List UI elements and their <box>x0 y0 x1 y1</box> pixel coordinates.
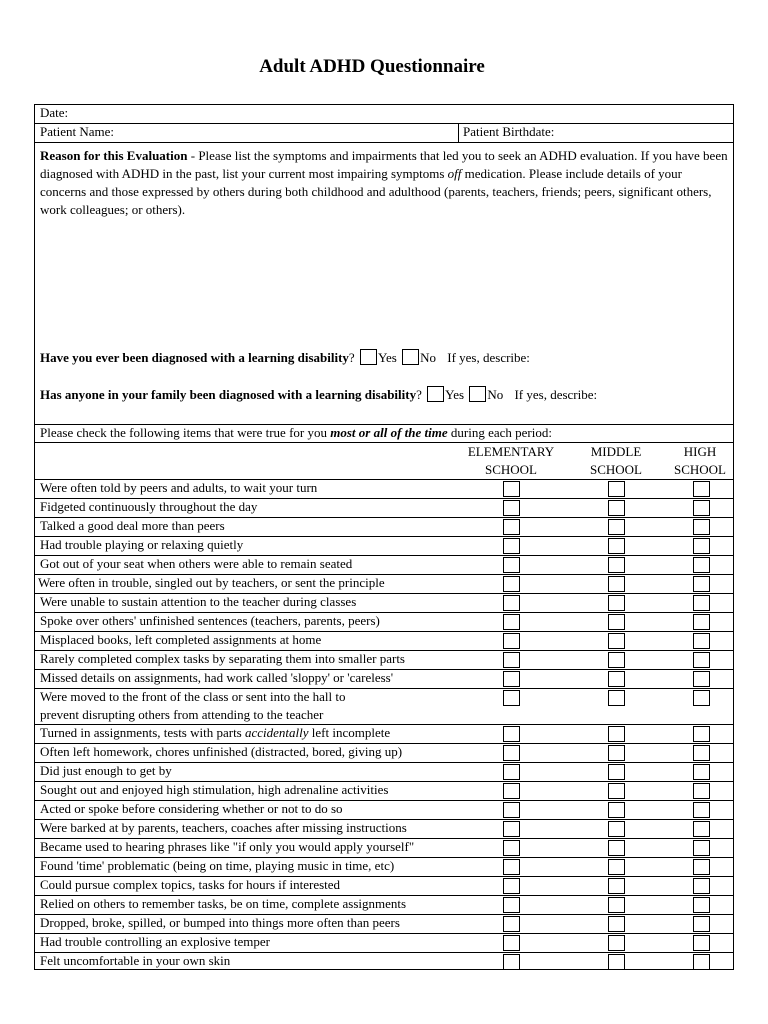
high-checkbox[interactable] <box>693 935 710 951</box>
question-2-text: Has anyone in your family been diagnosed with a learning disability <box>40 387 417 402</box>
checklist-row <box>35 688 733 724</box>
reason-text-part1: - Please list the symptoms and impairments that led you to seek an ADHD evaluation. If you have been diagnosed with ADHD in the past, list your current most impairing symptoms <box>40 148 728 181</box>
middle-checkbox[interactable] <box>608 671 625 687</box>
middle-checkbox[interactable] <box>608 935 625 951</box>
checklist-item-label: Fidgeted continuously throughout the day <box>40 499 258 514</box>
checklist-row <box>35 838 733 857</box>
high-checkbox[interactable] <box>693 954 710 970</box>
instruction-text <box>40 425 552 441</box>
item-text-emphasis: accidentally <box>245 725 309 740</box>
patient-row-divider <box>458 124 459 142</box>
q2-no-checkbox[interactable] <box>469 386 486 402</box>
question-1-mark: ? <box>348 350 355 365</box>
middle-checkbox[interactable] <box>608 481 625 497</box>
checklist-row <box>35 781 733 800</box>
checklist-row <box>35 669 733 688</box>
item-text-start: Turned in assignments, tests with parts <box>40 725 245 740</box>
elementary-checkbox[interactable] <box>503 690 520 706</box>
checklist-row <box>35 574 733 593</box>
elementary-checkbox[interactable] <box>503 745 520 761</box>
checklist-row <box>35 895 733 914</box>
checklist-item-label: Spoke over others' unfinished sentences (teachers, parents, peers) <box>40 613 380 628</box>
middle-checkbox[interactable] <box>608 652 625 668</box>
q1-describe-label: If yes, describe: <box>447 350 530 365</box>
elementary-checkbox[interactable] <box>503 859 520 875</box>
high-checkbox[interactable] <box>693 652 710 668</box>
reason-text <box>40 147 730 219</box>
elementary-checkbox[interactable] <box>503 935 520 951</box>
middle-checkbox[interactable] <box>608 633 625 649</box>
checklist-row <box>35 762 733 781</box>
elementary-checkbox[interactable] <box>503 557 520 573</box>
middle-checkbox[interactable] <box>608 764 625 780</box>
q1-yes-label: Yes <box>377 350 397 365</box>
elementary-checkbox[interactable] <box>503 481 520 497</box>
elementary-checkbox[interactable] <box>503 595 520 611</box>
checklist-item-label: Talked a good deal more than peers <box>40 518 225 533</box>
high-checkbox[interactable] <box>693 557 710 573</box>
middle-checkbox[interactable] <box>608 557 625 573</box>
high-checkbox[interactable] <box>693 500 710 516</box>
high-checkbox[interactable] <box>693 690 710 706</box>
elementary-checkbox[interactable] <box>503 802 520 818</box>
checklist-row <box>35 536 733 555</box>
col-elementary-line2: SCHOOL <box>484 462 537 477</box>
col-middle-line2: SCHOOL <box>589 462 642 477</box>
high-checkbox[interactable] <box>693 878 710 894</box>
checklist-item-label: Could pursue complex topics, tasks for hours if interested <box>40 877 341 892</box>
middle-checkbox[interactable] <box>608 745 625 761</box>
col-elementary-line1: ELEMENTARY <box>467 444 555 459</box>
q2-describe-label: If yes, describe: <box>514 387 598 402</box>
high-checkbox[interactable] <box>693 614 710 630</box>
reason-section[interactable] <box>35 142 733 424</box>
q1-no-checkbox[interactable] <box>402 349 419 365</box>
elementary-checkbox[interactable] <box>503 916 520 932</box>
high-checkbox[interactable] <box>693 633 710 649</box>
checklist-item-label: Were unable to sustain attention to the teacher during classes <box>40 594 357 609</box>
middle-checkbox[interactable] <box>608 878 625 894</box>
checklist-row <box>35 631 733 650</box>
col-high-line1: HIGH <box>683 444 717 459</box>
checklist-row <box>35 593 733 612</box>
high-checkbox[interactable] <box>693 821 710 837</box>
reason-off-emphasis: off <box>447 166 462 181</box>
checklist-item-label: Felt uncomfortable in your own skin <box>40 953 231 968</box>
checklist-item-label: Did just enough to get by <box>40 763 172 778</box>
elementary-checkbox[interactable] <box>503 538 520 554</box>
elementary-checkbox[interactable] <box>503 671 520 687</box>
high-checkbox[interactable] <box>693 726 710 742</box>
column-middle-school <box>575 443 657 479</box>
middle-checkbox[interactable] <box>608 859 625 875</box>
high-checkbox[interactable] <box>693 671 710 687</box>
high-checkbox[interactable] <box>693 481 710 497</box>
checklist-row <box>35 933 733 952</box>
high-checkbox[interactable] <box>693 764 710 780</box>
elementary-checkbox[interactable] <box>503 764 520 780</box>
checklist-row <box>35 819 733 838</box>
high-checkbox[interactable] <box>693 538 710 554</box>
elementary-checkbox[interactable] <box>503 821 520 837</box>
checklist-item-label: Were often in trouble, singled out by teachers, or sent the principle <box>38 575 385 590</box>
elementary-checkbox[interactable] <box>503 633 520 649</box>
date-row[interactable] <box>35 105 733 123</box>
q2-no-label: No <box>487 387 504 402</box>
middle-checkbox[interactable] <box>608 538 625 554</box>
patient-name-field[interactable]: Patient Name: <box>40 124 115 139</box>
elementary-checkbox[interactable] <box>503 897 520 913</box>
checklist-item-label: Often left homework, chores unfinished (distracted, bored, giving up) <box>40 744 403 759</box>
q2-yes-checkbox[interactable] <box>427 386 444 402</box>
patient-birthdate-field[interactable]: Patient Birthdate: <box>463 124 555 139</box>
high-checkbox[interactable] <box>693 576 710 592</box>
middle-checkbox[interactable] <box>608 614 625 630</box>
middle-checkbox[interactable] <box>608 897 625 913</box>
instruction-emphasis: most or all of the time <box>330 425 448 440</box>
instruction-part2: during each period: <box>447 425 552 440</box>
high-checkbox[interactable] <box>693 519 710 535</box>
middle-checkbox[interactable] <box>608 500 625 516</box>
column-elementary-school <box>451 443 571 479</box>
checklist-row <box>35 498 733 517</box>
elementary-checkbox[interactable] <box>503 726 520 742</box>
checklist-row <box>35 517 733 536</box>
middle-checkbox[interactable] <box>608 821 625 837</box>
middle-checkbox[interactable] <box>608 840 625 856</box>
checklist-item-label: Became used to hearing phrases like "if only you would apply yourself" <box>40 839 415 854</box>
checklist-item-label: Dropped, broke, spilled, or bumped into things more often than peers <box>40 915 400 930</box>
checklist-row <box>35 479 733 498</box>
column-headers <box>35 442 733 479</box>
middle-checkbox[interactable] <box>608 690 625 706</box>
elementary-checkbox[interactable] <box>503 652 520 668</box>
middle-checkbox[interactable] <box>608 916 625 932</box>
high-checkbox[interactable] <box>693 595 710 611</box>
checklist-item-label: Had trouble playing or relaxing quietly <box>40 537 244 552</box>
patient-row <box>35 123 733 142</box>
checklist-row <box>35 612 733 631</box>
high-checkbox[interactable] <box>693 745 710 761</box>
elementary-checkbox[interactable] <box>503 576 520 592</box>
checklist-item-label: Misplaced books, left completed assignments at home <box>40 632 322 647</box>
middle-checkbox[interactable] <box>608 802 625 818</box>
q1-no-label: No <box>420 350 436 365</box>
middle-checkbox[interactable] <box>608 576 625 592</box>
elementary-checkbox[interactable] <box>503 954 520 970</box>
checklist-item-label: Relied on others to remember tasks, be on time, complete assignments <box>40 896 407 911</box>
high-checkbox[interactable] <box>693 916 710 932</box>
col-middle-line1: MIDDLE <box>590 444 642 459</box>
middle-checkbox[interactable] <box>608 726 625 742</box>
elementary-checkbox[interactable] <box>503 783 520 799</box>
middle-checkbox[interactable] <box>608 783 625 799</box>
instruction-part1: Please check the following items that were true for you <box>40 425 331 440</box>
elementary-checkbox[interactable] <box>503 840 520 856</box>
q2-yes-label: Yes <box>445 387 465 402</box>
checklist-item-label: Sought out and enjoyed high stimulation, high adrenaline activities <box>40 782 389 797</box>
high-checkbox[interactable] <box>693 783 710 799</box>
question-2-mark: ? <box>416 387 422 402</box>
question-family-learning-disability <box>40 386 597 403</box>
checklist-item-label: Rarely completed complex tasks by separating them into smaller parts <box>40 651 405 666</box>
checklist-item-label: Were often told by peers and adults, to wait your turn <box>40 480 318 495</box>
question-1-text: Have you ever been diagnosed with a learning disability <box>40 350 349 365</box>
checklist-row <box>35 857 733 876</box>
checklist-row <box>35 555 733 574</box>
date-label: Date: <box>40 105 69 120</box>
checklist-item-label-line2: prevent disrupting others from attending to the teacher <box>40 707 324 722</box>
middle-checkbox[interactable] <box>608 519 625 535</box>
elementary-checkbox[interactable] <box>503 878 520 894</box>
checklist-item-label: Were barked at by parents, teachers, coaches after missing instructions <box>40 820 407 835</box>
checklist-row <box>35 743 733 762</box>
page-title: Adult ADHD Questionnaire <box>259 56 485 77</box>
checklist-row <box>35 800 733 819</box>
reason-heading: Reason for this Evaluation <box>40 148 188 163</box>
elementary-checkbox[interactable] <box>503 614 520 630</box>
high-checkbox[interactable] <box>693 840 710 856</box>
middle-checkbox[interactable] <box>608 595 625 611</box>
checklist-item-label <box>40 725 390 741</box>
high-checkbox[interactable] <box>693 802 710 818</box>
q1-yes-checkbox[interactable] <box>360 349 377 365</box>
checklist-instruction <box>35 424 733 442</box>
high-checkbox[interactable] <box>693 859 710 875</box>
checklist-row <box>35 650 733 669</box>
checklist-row <box>35 724 733 743</box>
col-high-line2: SCHOOL <box>673 462 726 477</box>
reason-text-part2: medication. Please include details of your concerns and those expressed by others during both childhood and adulthood (parents, teachers, friends; peers, significant others, work colleagues; or others). <box>40 166 712 217</box>
column-high-school <box>663 443 737 479</box>
checklist-row <box>35 914 733 933</box>
checklist-item-label: Found 'time' problematic (being on time, playing music in time, etc) <box>40 858 395 873</box>
checklist-item-label: Had trouble controlling an explosive temper <box>40 934 270 949</box>
checklist-item-label: Missed details on assignments, had work called 'sloppy' or 'careless' <box>40 670 394 685</box>
checklist-row <box>35 876 733 895</box>
checklist-item-label-line1: Were moved to the front of the class or sent into the hall to <box>40 689 346 704</box>
checklist-item-label: Acted or spoke before considering whether or not to do so <box>40 801 343 816</box>
elementary-checkbox[interactable] <box>503 519 520 535</box>
item-text-end: left incomplete <box>308 725 391 740</box>
question-learning-disability <box>40 349 530 366</box>
high-checkbox[interactable] <box>693 897 710 913</box>
elementary-checkbox[interactable] <box>503 500 520 516</box>
checklist-row <box>35 952 733 970</box>
questionnaire-form <box>34 104 734 970</box>
checklist-item-label: Got out of your seat when others were able to remain seated <box>40 556 353 571</box>
middle-checkbox[interactable] <box>608 954 625 970</box>
